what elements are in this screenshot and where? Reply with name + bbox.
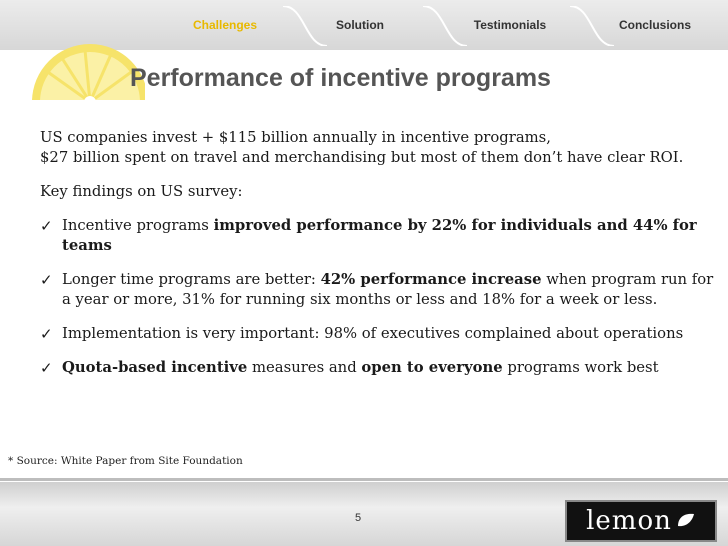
tab-testimonials[interactable]: Testimonials: [473, 18, 547, 32]
source-note: * Source: White Paper from Site Foundation: [8, 455, 243, 467]
logo-text: lemon: [586, 506, 672, 536]
bullet-text: Incentive programs: [62, 217, 214, 234]
tab-solution[interactable]: Solution: [336, 18, 384, 32]
tab-conclusions[interactable]: Conclusions: [618, 18, 691, 32]
slide-content: [40, 128, 720, 392]
intro-line: $27 billion spent on travel and merchandising but most of them don’t have clear ROI.: [40, 149, 684, 166]
list-item: [40, 324, 720, 344]
tab-challenges[interactable]: Challenges: [192, 18, 258, 32]
lemon-slice-icon: [30, 40, 145, 100]
findings-heading: Key findings on US survey:: [40, 183, 243, 200]
leaf-icon: [676, 509, 696, 533]
page-number: 5: [355, 512, 362, 524]
bullet-text: Implementation is very important: 98% of executives complained about operations: [62, 325, 684, 342]
slide-title: Performance of incentive programs: [130, 64, 551, 92]
bullet-text: when program run for a year or more, 31% for running six months or less and 18% for a week or less.: [62, 271, 714, 308]
list-item: [40, 270, 720, 310]
bullet-text: measures and: [247, 359, 362, 376]
check-icon: ✓: [40, 217, 53, 235]
bullet-text: Longer time programs are better:: [62, 271, 321, 288]
intro-paragraph: [40, 128, 720, 168]
intro-line: US companies invest + $115 billion annually in incentive programs,: [40, 129, 551, 146]
check-icon: ✓: [40, 325, 53, 343]
bullet-emphasis: open to everyone: [361, 359, 503, 376]
footer-divider: [0, 478, 728, 481]
list-item: [40, 216, 720, 256]
bullet-emphasis: improved performance by 22% for individuals and 44% for teams: [62, 217, 697, 254]
bullet-emphasis: Quota-based incentive: [62, 359, 248, 376]
check-icon: ✓: [40, 271, 53, 289]
findings-list: [40, 216, 720, 378]
lemon-logo: [565, 500, 717, 542]
bullet-emphasis: 42% performance increase: [320, 271, 542, 288]
list-item: [40, 358, 720, 378]
bullet-text: programs work best: [502, 359, 659, 376]
check-icon: ✓: [40, 359, 53, 377]
